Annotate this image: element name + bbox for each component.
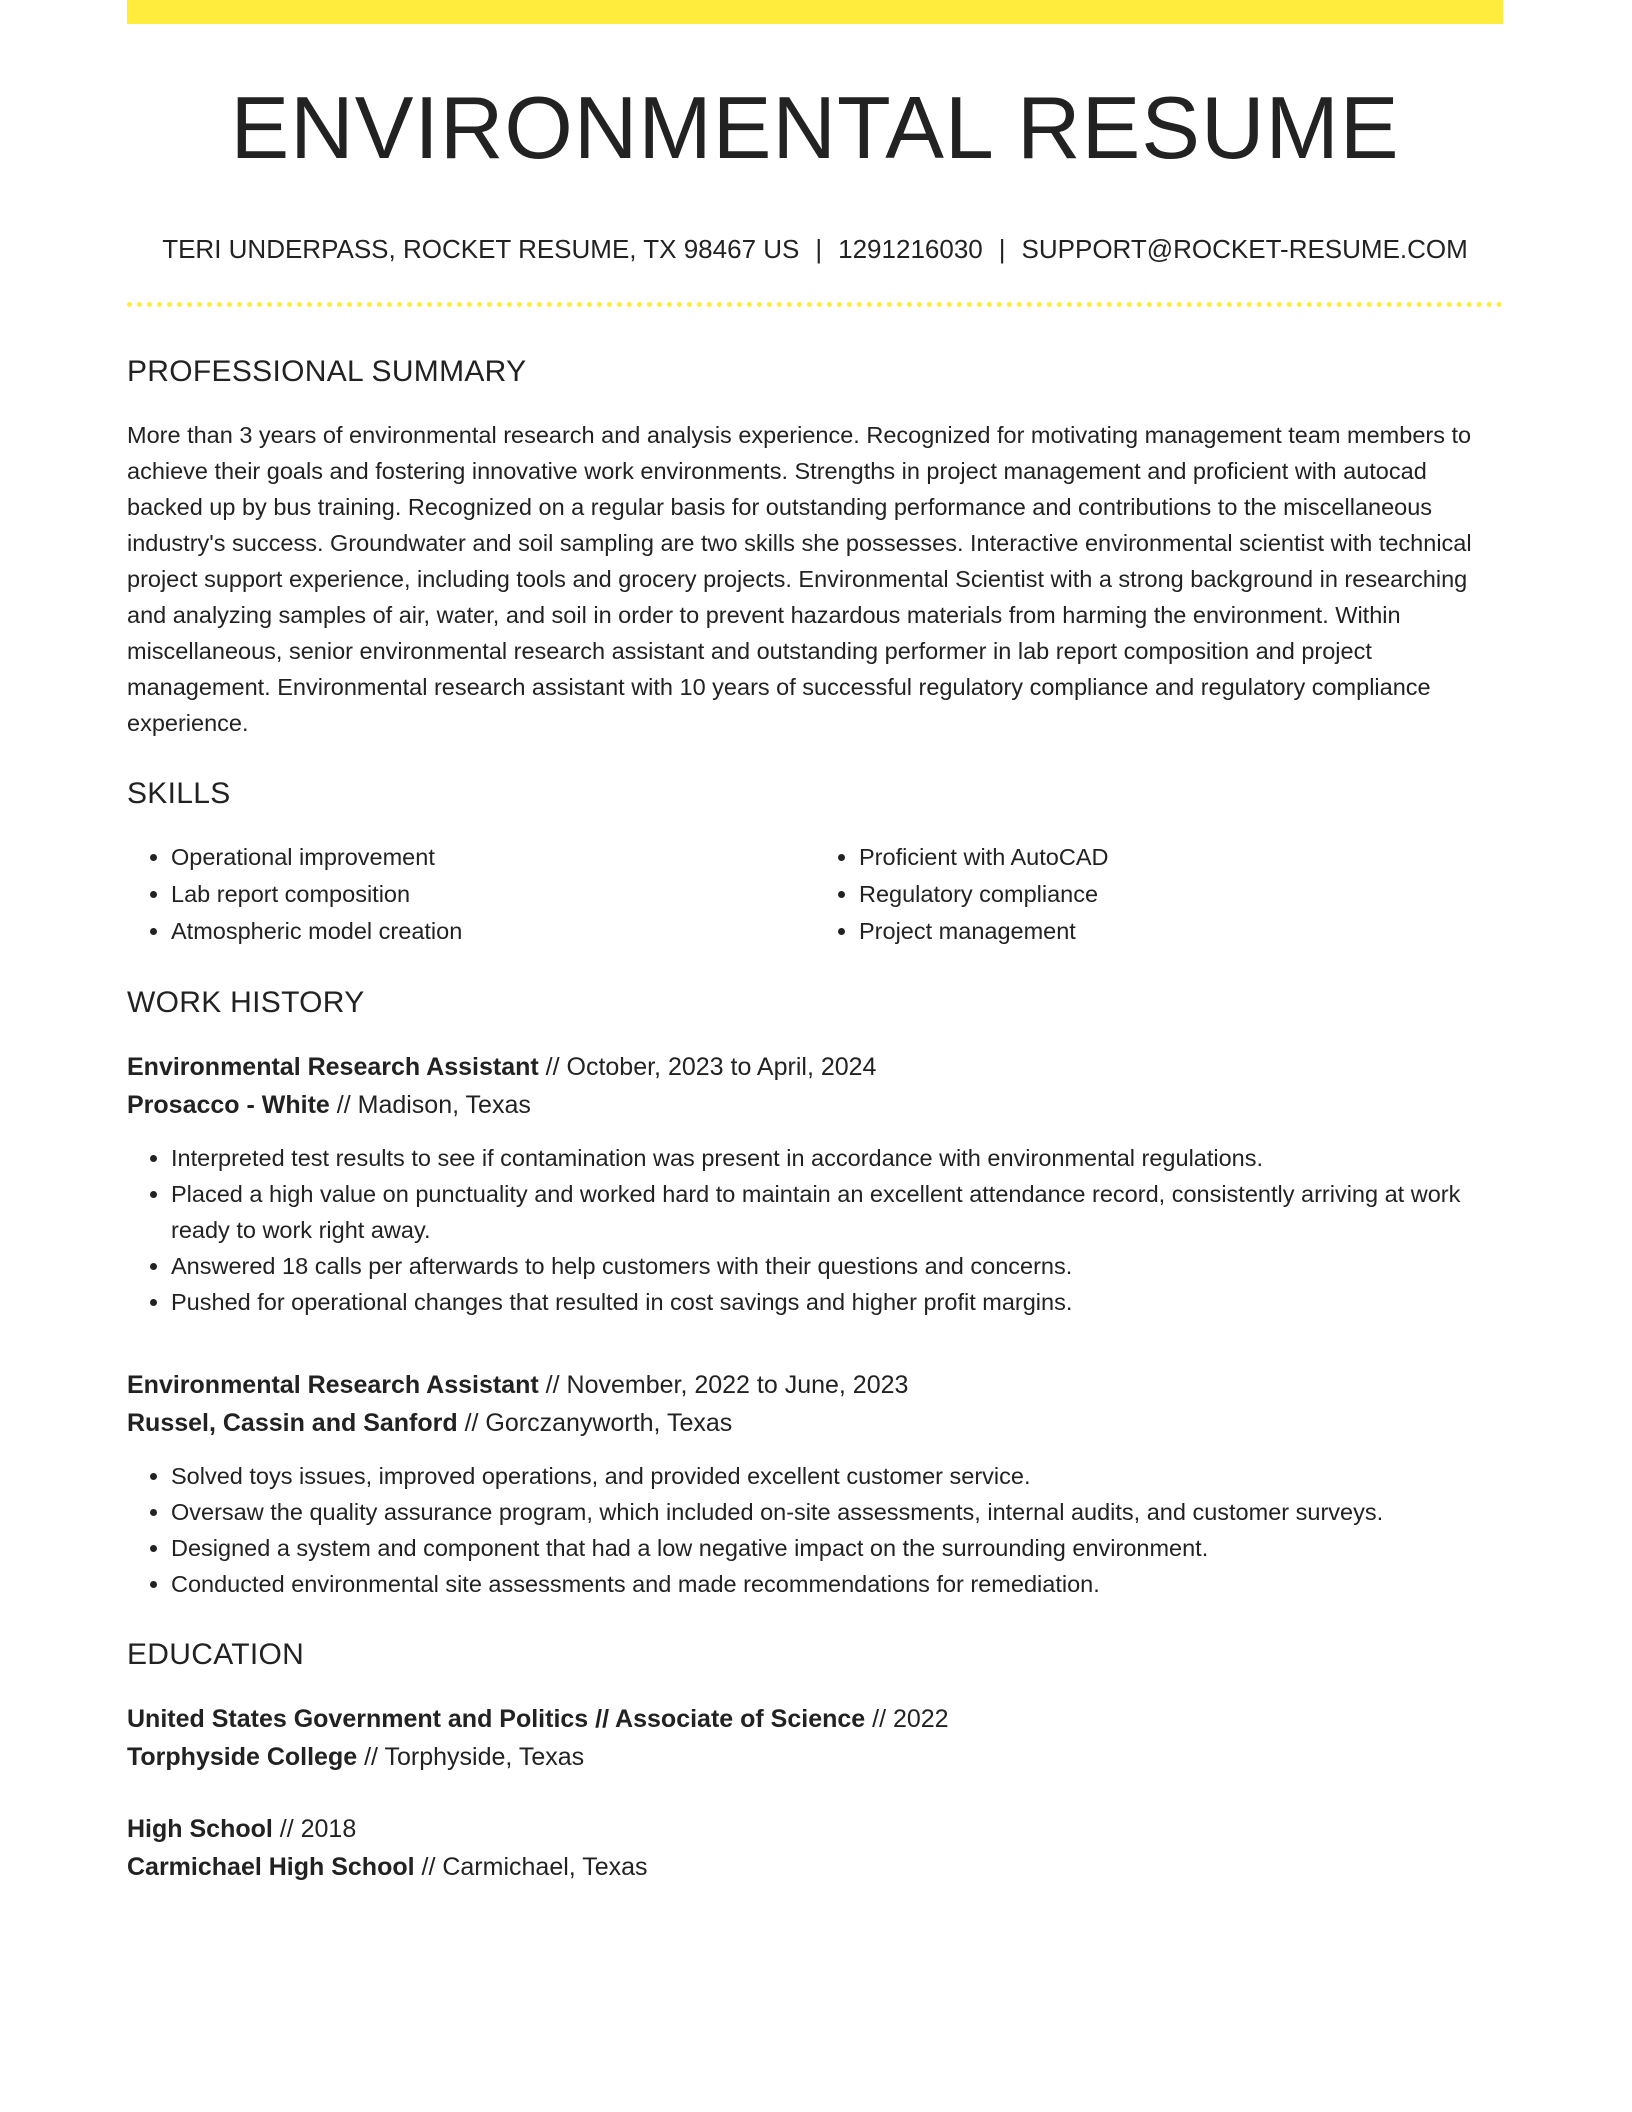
education-school-line	[127, 1848, 1503, 1886]
contact-line	[127, 236, 1503, 262]
job-bullet: • Answered 18 calls per afterwards to help customers with their questions and concerns.	[171, 1248, 1503, 1284]
job-company: Prosacco - White	[127, 1091, 330, 1119]
skill-item: • Operational improvement	[171, 839, 815, 876]
skills-heading: SKILLS	[127, 777, 231, 810]
education-degree: United States Government and Politics // Associate of Science	[127, 1705, 866, 1733]
education-degree: High School	[127, 1815, 273, 1843]
education-school: Torphyside College	[127, 1743, 358, 1771]
job-location: // Madison, Texas	[336, 1091, 531, 1119]
skill-item: • Lab report composition	[171, 876, 815, 913]
job-company-line	[127, 1404, 1503, 1442]
contact-phone: 1291216030	[838, 234, 983, 264]
job-bullets	[127, 1458, 1503, 1602]
job-bullet: • Conducted environmental site assessments and made recommendations for remediation.	[171, 1566, 1503, 1602]
job-bullets	[127, 1140, 1503, 1320]
education-location: // Torphyside, Texas	[364, 1743, 585, 1771]
skills-column-left	[127, 839, 815, 950]
summary-heading: PROFESSIONAL SUMMARY	[127, 355, 527, 388]
summary-text: More than 3 years of environmental research and analysis experience. Recognized for motivating management team members to achieve their goals and fostering innovative work environments. Strengths in project management and proficient with autocad backed up by bus training. Recognized on a regular basis for outstanding performance and contributions to the miscellaneous industry's success. Groundwater and soil sampling are two skills she possesses. Interactive environmental scientist with technical project support experience, including tools and grocery projects. Environmental Scientist with a strong background in researching and analyzing samples of air, water, and soil in order to prevent hazardous materials from harming the environment. Within miscellaneous, senior environmental research assistant and outstanding performer in lab report composition and project management. Environmental research assistant with 10 years of successful regulatory compliance and regulatory compliance experience.	[127, 422, 1472, 736]
job-entry	[127, 1366, 1503, 1602]
education-location: // Carmichael, Texas	[421, 1853, 648, 1881]
skill-item: • Atmospheric model creation	[171, 913, 815, 950]
education-entry	[127, 1700, 1503, 1776]
contact-email: SUPPORT@ROCKET-RESUME.COM	[1021, 234, 1468, 264]
resume-page	[127, 0, 1503, 1886]
skill-item: • Regulatory compliance	[859, 876, 1503, 913]
education-degree-line	[127, 1700, 1503, 1738]
job-entry	[127, 1048, 1503, 1320]
work-history-heading: WORK HISTORY	[127, 986, 365, 1019]
job-bullet: • Interpreted test results to see if contamination was present in accordance with environmental regulations.	[171, 1140, 1503, 1176]
job-title-line	[127, 1366, 1503, 1404]
education-entry	[127, 1810, 1503, 1886]
job-title: Environmental Research Assistant	[127, 1371, 539, 1399]
job-bullet: • Designed a system and component that had a low negative impact on the surrounding environment.	[171, 1530, 1503, 1566]
education-year: // 2018	[279, 1815, 357, 1843]
job-title-line	[127, 1048, 1503, 1086]
job-dates: // November, 2022 to June, 2023	[545, 1371, 909, 1399]
education-heading: EDUCATION	[127, 1638, 305, 1671]
job-bullet: • Placed a high value on punctuality and worked hard to maintain an excellent attendance record, consistently arriving at work ready to work right away.	[171, 1176, 1503, 1248]
job-title: Environmental Research Assistant	[127, 1053, 539, 1081]
job-company-line	[127, 1086, 1503, 1124]
education-year: // 2022	[872, 1705, 949, 1733]
job-dates: // October, 2023 to April, 2024	[545, 1053, 877, 1081]
job-bullet: • Pushed for operational changes that resulted in cost savings and higher profit margins.	[171, 1284, 1503, 1320]
skill-item: • Proficient with AutoCAD	[859, 839, 1503, 876]
skill-item: • Project management	[859, 913, 1503, 950]
skills-list	[127, 839, 1503, 950]
contact-separator: |	[815, 234, 823, 264]
dotted-divider	[127, 302, 1503, 307]
skills-column-right	[815, 839, 1503, 950]
job-bullet: • Oversaw the quality assurance program, which included on-site assessments, internal audits, and customer surveys.	[171, 1494, 1503, 1530]
contact-address: TERI UNDERPASS, ROCKET RESUME, TX 98467 US	[162, 234, 800, 264]
job-location: // Gorczanyworth, Texas	[464, 1409, 733, 1437]
education-degree-line	[127, 1810, 1503, 1848]
resume-title: ENVIRONMENTAL RESUME	[230, 78, 1400, 177]
contact-separator: |	[998, 234, 1006, 264]
job-company: Russel, Cassin and Sanford	[127, 1409, 458, 1437]
education-school: Carmichael High School	[127, 1853, 415, 1881]
education-school-line	[127, 1738, 1503, 1776]
top-accent-bar	[127, 0, 1503, 24]
job-bullet: • Solved toys issues, improved operations, and provided excellent customer service.	[171, 1458, 1503, 1494]
